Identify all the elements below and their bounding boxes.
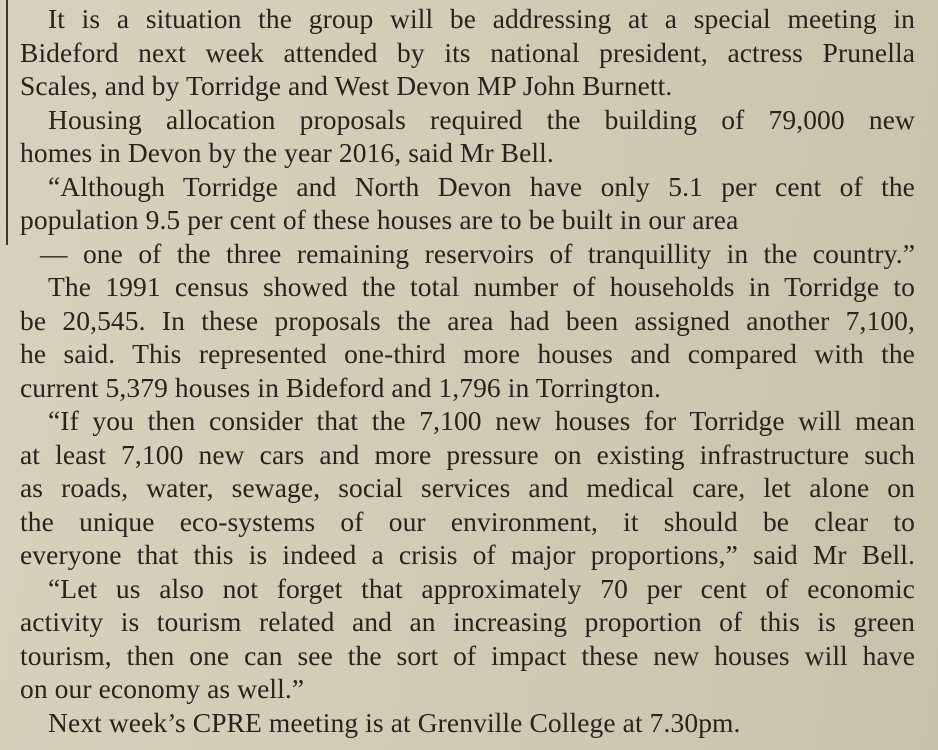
article-line: activity is tourism related and an increasing proportion of this is green [20, 606, 915, 637]
article-line: tourism, then one can see the sort of impact these new houses will have [20, 639, 915, 671]
article-line: he said. This represented one-third more houses and compared with the [20, 338, 915, 369]
article-line: “If you then consider that the 7,100 new houses for Torridge will mean [48, 405, 915, 436]
article-line: current 5,379 houses in Bideford and 1,796 in Torrington. [20, 371, 662, 403]
article-line: The 1991 census showed the total number of households in Torridge to [48, 271, 915, 302]
article-line: as roads, water, sewage, social services and medical care, let alone on [20, 472, 915, 503]
article-line: population 9.5 per cent of these houses are to be built in our area [20, 204, 739, 235]
article-line: at least 7,100 new cars and more pressure on existing infrastructure such [20, 438, 915, 470]
article-line: “Although Torridge and North Devon have only 5.1 per cent of the [48, 170, 915, 202]
article-line: Housing allocation proposals required the building of 79,000 new [48, 103, 915, 135]
article-line: Next week’s CPRE meeting is at Grenville College at 7.30pm. [48, 706, 741, 738]
article-line: everyone that this is indeed a crisis of major proportions,” said Mr Bell. [20, 539, 915, 570]
article-line: Bideford next week attended by its national president, actress Prunella [20, 36, 915, 68]
article-line: Scales, and by Torridge and West Devon MP John Burnett. [20, 70, 673, 101]
article-body [20, 2, 915, 739]
article-line: be 20,545. In these proposals the area had been assigned another 7,100, [20, 304, 915, 336]
article-line: homes in Devon by the year 2016, said Mr Bell. [20, 137, 554, 168]
article-line: It is a situation the group will be addressing at a special meeting in [48, 3, 915, 34]
article-line: — one of the three remaining reservoirs of tranquillity in the country.” [40, 237, 915, 269]
article-line: the unique eco-systems of our environment, it should be clear to [20, 505, 915, 537]
article-line: “Let us also not forget that approximately 70 per cent of economic [48, 572, 915, 604]
article-line: on our economy as well.” [20, 673, 305, 704]
column-rule [6, 0, 8, 245]
